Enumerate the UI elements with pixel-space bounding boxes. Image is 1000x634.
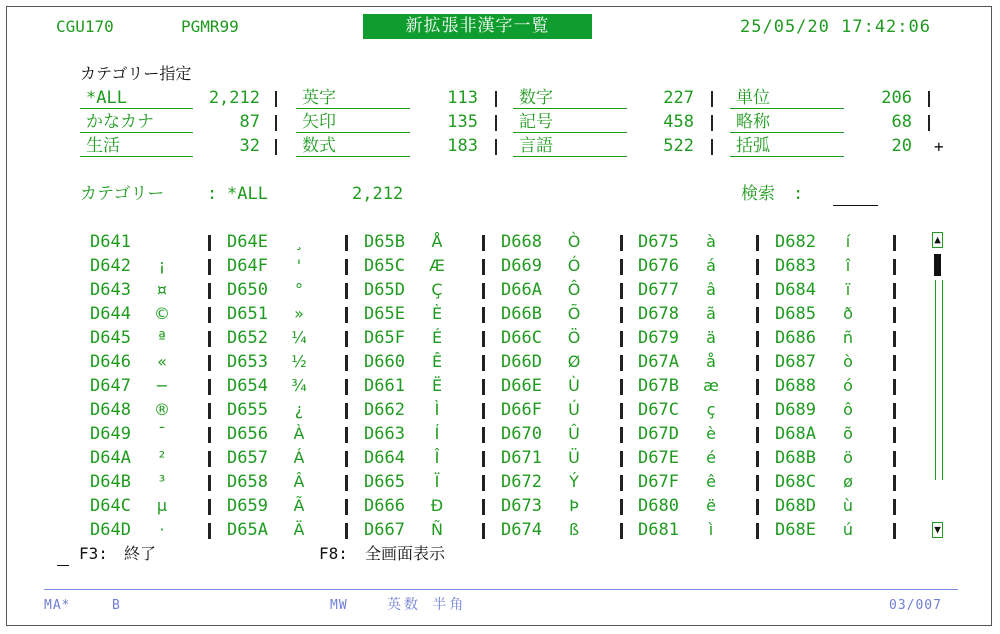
char-glyph[interactable]: È — [431, 304, 443, 323]
column-separator — [620, 331, 623, 347]
category-count: 2,212 — [208, 88, 260, 108]
selected-category-count: 2,212 — [352, 184, 404, 204]
char-code[interactable]: D669 — [501, 256, 542, 276]
column-separator — [208, 523, 211, 539]
column-separator — [893, 379, 896, 395]
char-glyph[interactable]: ï — [845, 280, 851, 299]
char-code[interactable]: D647 — [90, 376, 131, 396]
column-separator — [482, 427, 485, 443]
char-glyph[interactable]: é — [706, 448, 716, 467]
column-separator — [756, 283, 759, 299]
column-separator — [620, 355, 623, 371]
char-glyph[interactable]: ù — [842, 496, 854, 515]
column-separator — [345, 523, 348, 539]
column-separator — [620, 283, 623, 299]
status-divider — [44, 589, 958, 590]
char-glyph[interactable]: Ä — [293, 520, 305, 539]
category-option[interactable]: *ALL — [80, 88, 193, 109]
char-code[interactable]: D648 — [90, 400, 131, 420]
char-code[interactable]: D680 — [638, 496, 679, 516]
selected-category-colon: : — [207, 184, 218, 204]
char-code[interactable]: D652 — [227, 328, 268, 348]
column-separator — [620, 307, 623, 323]
category-option[interactable]: 生活 — [80, 136, 193, 157]
column-separator — [620, 499, 623, 515]
char-code[interactable]: D657 — [227, 448, 268, 468]
category-option[interactable]: 言語 — [513, 136, 627, 157]
char-code[interactable]: D684 — [775, 280, 816, 300]
category-count: 20 — [891, 136, 912, 156]
category-separator — [928, 115, 930, 131]
char-code[interactable]: D688 — [775, 376, 816, 396]
column-separator — [756, 379, 759, 395]
category-option[interactable]: 括弧 — [730, 136, 844, 157]
char-glyph[interactable]: É — [431, 328, 443, 347]
column-separator — [756, 355, 759, 371]
char-code[interactable]: D645 — [90, 328, 131, 348]
column-separator — [893, 403, 896, 419]
column-separator — [345, 235, 348, 251]
char-glyph[interactable]: Ò — [567, 232, 581, 251]
char-glyph[interactable]: µ — [156, 496, 168, 515]
char-code[interactable]: D675 — [638, 232, 679, 252]
char-code[interactable]: D677 — [638, 280, 679, 300]
char-glyph[interactable]: ë — [706, 496, 716, 515]
char-glyph[interactable]: Á — [293, 448, 305, 467]
char-code[interactable]: D673 — [501, 496, 542, 516]
column-separator — [893, 235, 896, 251]
column-separator — [893, 523, 896, 539]
char-code[interactable]: D660 — [364, 352, 405, 372]
char-glyph[interactable]: ¾ — [291, 376, 307, 395]
char-code[interactable]: D641 — [90, 232, 131, 252]
status-left: MA* — [44, 598, 71, 613]
char-glyph[interactable]: ö — [843, 448, 853, 467]
char-code[interactable]: D650 — [227, 280, 268, 300]
char-glyph[interactable]: Ï — [434, 472, 440, 491]
char-glyph[interactable]: ê — [706, 472, 716, 491]
column-separator — [482, 331, 485, 347]
column-separator — [208, 331, 211, 347]
char-glyph[interactable]: ò — [843, 352, 853, 371]
column-separator — [620, 259, 623, 275]
char-code[interactable]: D64E — [227, 232, 268, 252]
char-glyph[interactable]: Ô — [567, 280, 581, 299]
column-separator — [482, 451, 485, 467]
column-separator — [345, 499, 348, 515]
search-input[interactable] — [833, 205, 878, 206]
char-code[interactable]: D663 — [364, 424, 405, 444]
category-count: 87 — [239, 112, 260, 132]
category-separator — [275, 91, 277, 107]
column-separator — [208, 259, 211, 275]
scroll-down-icon[interactable]: ▼ — [932, 522, 943, 538]
column-separator — [345, 331, 348, 347]
char-glyph[interactable]: Ë — [431, 376, 443, 395]
char-glyph[interactable]: ç — [706, 400, 716, 419]
vertical-scrollbar[interactable] — [932, 232, 946, 538]
char-glyph[interactable]: Ê — [431, 352, 443, 371]
char-code[interactable]: D68D — [775, 496, 816, 516]
category-option[interactable]: 数字 — [513, 88, 627, 109]
char-glyph[interactable]: Í — [434, 424, 440, 443]
column-separator — [345, 427, 348, 443]
column-separator — [756, 499, 759, 515]
screen-id: CGU170 — [56, 17, 114, 36]
category-separator — [711, 91, 713, 107]
column-separator — [345, 379, 348, 395]
char-glyph[interactable]: í — [845, 232, 851, 251]
char-glyph[interactable]: ô — [843, 400, 853, 419]
category-count: 135 — [447, 112, 478, 132]
more-indicator: + — [934, 137, 944, 156]
char-glyph[interactable]: Ã — [293, 496, 305, 515]
column-separator — [620, 475, 623, 491]
char-code[interactable]: D676 — [638, 256, 679, 276]
column-separator — [345, 403, 348, 419]
column-separator — [482, 307, 485, 323]
char-code[interactable]: D674 — [501, 520, 542, 540]
column-separator — [756, 403, 759, 419]
char-glyph[interactable]: ä — [706, 328, 716, 347]
column-separator — [345, 283, 348, 299]
char-code[interactable]: D681 — [638, 520, 679, 540]
column-separator — [345, 475, 348, 491]
char-glyph[interactable]: ¿ — [294, 400, 304, 419]
char-glyph[interactable]: Ø — [567, 352, 581, 371]
category-option[interactable]: 英字 — [296, 88, 410, 109]
char-code[interactable]: D65B — [364, 232, 405, 252]
char-code[interactable]: D679 — [638, 328, 679, 348]
char-code[interactable]: D65C — [364, 256, 405, 276]
char-code[interactable]: D646 — [90, 352, 131, 372]
char-glyph[interactable]: ø — [843, 472, 853, 491]
category-option[interactable]: 単位 — [730, 88, 844, 109]
column-separator — [756, 331, 759, 347]
column-separator — [208, 235, 211, 251]
category-separator — [711, 115, 713, 131]
status-position: 03/007 — [889, 598, 942, 613]
column-separator — [482, 283, 485, 299]
char-glyph[interactable]: Ù — [568, 376, 580, 395]
char-code[interactable]: D658 — [227, 472, 268, 492]
scroll-thumb[interactable] — [934, 254, 941, 276]
char-code[interactable]: D65A — [227, 520, 268, 540]
f3-label-exit[interactable]: 終了 — [124, 544, 157, 563]
char-code[interactable]: D64C — [90, 496, 131, 516]
char-code[interactable]: D654 — [227, 376, 268, 396]
char-code[interactable]: D65E — [364, 304, 405, 324]
category-count: 113 — [447, 88, 478, 108]
column-separator — [482, 355, 485, 371]
search-colon: : — [793, 184, 804, 204]
column-separator — [620, 403, 623, 419]
char-code[interactable]: D68B — [775, 448, 816, 468]
char-code[interactable]: D655 — [227, 400, 268, 420]
char-glyph[interactable]: ® — [154, 400, 170, 419]
char-code[interactable]: D68E — [775, 520, 816, 540]
char-code[interactable]: D687 — [775, 352, 816, 372]
column-separator — [893, 331, 896, 347]
column-separator — [345, 355, 348, 371]
char-glyph[interactable]: Å — [431, 232, 443, 251]
scroll-up-icon[interactable]: ▲ — [932, 232, 943, 248]
column-separator — [208, 427, 211, 443]
char-glyph[interactable]: Æ — [429, 256, 445, 275]
char-code[interactable]: D67D — [638, 424, 679, 444]
char-code[interactable]: D64B — [90, 472, 131, 492]
column-separator — [893, 427, 896, 443]
char-glyph[interactable]: Ð — [430, 496, 444, 515]
char-code[interactable]: D686 — [775, 328, 816, 348]
char-glyph[interactable]: å — [706, 352, 716, 371]
category-separator — [495, 139, 497, 155]
column-separator — [482, 499, 485, 515]
status-input-mode: 英数 半角 — [387, 597, 467, 613]
char-glyph[interactable]: ì — [708, 520, 714, 539]
column-separator — [893, 475, 896, 491]
char-code[interactable]: D64F — [227, 256, 268, 276]
category-count: 68 — [891, 112, 912, 132]
char-glyph[interactable]: À — [293, 424, 305, 443]
char-glyph[interactable]: õ — [843, 424, 853, 443]
category-count: 227 — [663, 88, 694, 108]
selected-category-label: カテゴリー — [80, 184, 165, 204]
char-glyph[interactable]: æ — [703, 376, 719, 395]
column-separator — [208, 403, 211, 419]
char-code[interactable]: D653 — [227, 352, 268, 372]
char-glyph[interactable]: ¸ — [295, 232, 303, 251]
column-separator — [756, 235, 759, 251]
category-option[interactable]: 記号 — [513, 112, 627, 133]
scroll-track-right — [942, 280, 943, 480]
char-glyph[interactable]: â — [706, 280, 716, 299]
category-option[interactable]: 数式 — [296, 136, 410, 157]
datetime: 25/05/20 17:42:06 — [740, 17, 931, 37]
column-separator — [482, 403, 485, 419]
status-mode: B — [112, 598, 121, 613]
column-separator — [620, 379, 623, 395]
column-separator — [756, 427, 759, 443]
column-separator — [756, 475, 759, 491]
char-code[interactable]: D678 — [638, 304, 679, 324]
char-code[interactable]: D662 — [364, 400, 405, 420]
f3-key[interactable]: F3: — [79, 544, 108, 563]
char-code[interactable]: D67B — [638, 376, 679, 396]
char-code[interactable]: D649 — [90, 424, 131, 444]
category-option[interactable]: 略称 — [730, 112, 844, 133]
column-separator — [482, 523, 485, 539]
char-code[interactable]: D66A — [501, 280, 542, 300]
column-separator — [893, 451, 896, 467]
category-count: 183 — [447, 136, 478, 156]
char-glyph[interactable]: Ñ — [431, 520, 443, 539]
char-code[interactable]: D66D — [501, 352, 542, 372]
char-glyph[interactable]: è — [706, 424, 716, 443]
f8-key[interactable]: F8: — [319, 544, 348, 563]
char-code[interactable]: D668 — [501, 232, 542, 252]
char-glyph[interactable]: Ü — [568, 448, 580, 467]
category-count: 458 — [663, 112, 694, 132]
char-code[interactable]: D67E — [638, 448, 679, 468]
char-code[interactable]: D672 — [501, 472, 542, 492]
column-separator — [620, 451, 623, 467]
char-glyph[interactable]: Ç — [431, 280, 443, 299]
column-separator — [208, 379, 211, 395]
char-code[interactable]: D66C — [501, 328, 542, 348]
char-code[interactable]: D644 — [90, 304, 131, 324]
char-glyph[interactable]: ß — [568, 520, 580, 539]
char-code[interactable]: D66B — [501, 304, 542, 324]
char-code[interactable]: D66E — [501, 376, 542, 396]
char-code[interactable]: D68C — [775, 472, 816, 492]
char-glyph[interactable]: © — [154, 304, 170, 323]
char-glyph[interactable]: Î — [434, 448, 440, 467]
char-glyph[interactable]: ¡ — [158, 256, 166, 275]
char-code[interactable]: D670 — [501, 424, 542, 444]
category-option[interactable]: かなカナ — [80, 112, 193, 133]
char-glyph[interactable]: ¤ — [156, 280, 168, 299]
column-separator — [482, 379, 485, 395]
char-code[interactable]: D68A — [775, 424, 816, 444]
status-mw: MW — [330, 598, 348, 613]
char-code[interactable]: D67C — [638, 400, 679, 420]
char-glyph[interactable]: · — [159, 520, 165, 539]
char-glyph[interactable]: Ì — [434, 400, 440, 419]
column-separator — [893, 307, 896, 323]
column-separator — [208, 283, 211, 299]
category-separator — [928, 91, 930, 107]
char-glyph[interactable]: ú — [842, 520, 854, 539]
char-code[interactable]: D659 — [227, 496, 268, 516]
char-glyph[interactable]: « — [157, 352, 167, 371]
column-separator — [756, 307, 759, 323]
char-glyph[interactable]: ½ — [291, 352, 307, 371]
category-count: 32 — [239, 136, 260, 156]
column-separator — [620, 235, 623, 251]
program-name: PGMR99 — [181, 17, 239, 36]
column-separator — [482, 475, 485, 491]
char-code[interactable]: D65F — [364, 328, 405, 348]
char-code[interactable]: D689 — [775, 400, 816, 420]
char-code[interactable]: D682 — [775, 232, 816, 252]
char-glyph[interactable]: ° — [295, 280, 303, 299]
char-glyph[interactable]: Þ — [569, 496, 579, 515]
char-glyph[interactable]: î — [845, 256, 851, 275]
char-glyph[interactable]: ª — [158, 328, 166, 347]
category-section-label: カテゴリー指定 — [80, 64, 192, 83]
char-glyph[interactable]: ð — [843, 304, 853, 323]
char-glyph[interactable]: ¼ — [291, 328, 307, 347]
char-code[interactable]: D64D — [90, 520, 131, 540]
screen-title: 新拡張非漢字一覧 — [363, 14, 592, 39]
column-separator — [345, 259, 348, 275]
column-separator — [620, 523, 623, 539]
char-code[interactable]: D685 — [775, 304, 816, 324]
char-glyph[interactable]: Ý — [569, 472, 579, 491]
char-code[interactable]: D67A — [638, 352, 679, 372]
char-code[interactable]: D65D — [364, 280, 405, 300]
char-glyph[interactable]: » — [294, 304, 304, 323]
char-glyph[interactable]: Ö — [567, 328, 581, 347]
category-separator — [711, 139, 713, 155]
column-separator — [893, 283, 896, 299]
column-separator — [208, 355, 211, 371]
char-glyph[interactable]: − — [155, 376, 169, 395]
category-separator — [495, 91, 497, 107]
selected-category-value: *ALL — [227, 184, 268, 204]
char-glyph[interactable]: ã — [706, 304, 716, 323]
char-glyph[interactable]: ¯ — [158, 424, 166, 443]
char-glyph[interactable]: à — [706, 232, 716, 251]
column-separator — [482, 259, 485, 275]
char-code[interactable]: D64A — [90, 448, 131, 468]
column-separator — [345, 451, 348, 467]
column-separator — [208, 475, 211, 491]
column-separator — [345, 307, 348, 323]
search-label: 検索 — [741, 184, 775, 204]
column-separator — [893, 259, 896, 275]
char-glyph[interactable]: Õ — [567, 304, 581, 323]
char-glyph[interactable]: Â — [293, 472, 305, 491]
char-code[interactable]: D66F — [501, 400, 542, 420]
char-code[interactable]: D67F — [638, 472, 679, 492]
category-separator — [275, 115, 277, 131]
column-separator — [893, 499, 896, 515]
char-code[interactable]: D683 — [775, 256, 816, 276]
char-code[interactable]: D665 — [364, 472, 405, 492]
input-cursor — [57, 565, 69, 566]
char-code[interactable]: D651 — [227, 304, 268, 324]
category-separator — [495, 115, 497, 131]
char-code[interactable]: D664 — [364, 448, 405, 468]
char-code[interactable]: D666 — [364, 496, 405, 516]
char-glyph[interactable]: ³ — [158, 472, 166, 491]
char-glyph[interactable]: Ó — [567, 256, 581, 275]
char-code[interactable]: D671 — [501, 448, 542, 468]
column-separator — [756, 523, 759, 539]
column-separator — [756, 451, 759, 467]
char-glyph[interactable]: Û — [568, 424, 580, 443]
char-glyph[interactable]: ó — [843, 376, 853, 395]
category-count: 522 — [663, 136, 694, 156]
category-separator — [275, 139, 277, 155]
char-glyph[interactable]: ñ — [842, 328, 854, 347]
char-code[interactable]: D661 — [364, 376, 405, 396]
char-code[interactable]: D643 — [90, 280, 131, 300]
char-code[interactable]: D667 — [364, 520, 405, 540]
column-separator — [893, 355, 896, 371]
column-separator — [208, 307, 211, 323]
category-option[interactable]: 矢印 — [296, 112, 410, 133]
scroll-track-left — [935, 280, 936, 480]
column-separator — [756, 259, 759, 275]
column-separator — [620, 427, 623, 443]
category-count: 206 — [881, 88, 912, 108]
char-glyph[interactable]: á — [706, 256, 716, 275]
column-separator — [208, 499, 211, 515]
char-code[interactable]: D642 — [90, 256, 131, 276]
column-separator — [208, 451, 211, 467]
char-glyph[interactable]: Ú — [568, 400, 580, 419]
char-glyph[interactable]: ² — [158, 448, 166, 467]
char-glyph[interactable]: ' — [296, 256, 302, 275]
f8-label-fullscreen[interactable]: 全画面表示 — [365, 544, 446, 563]
char-code[interactable]: D656 — [227, 424, 268, 444]
column-separator — [482, 235, 485, 251]
